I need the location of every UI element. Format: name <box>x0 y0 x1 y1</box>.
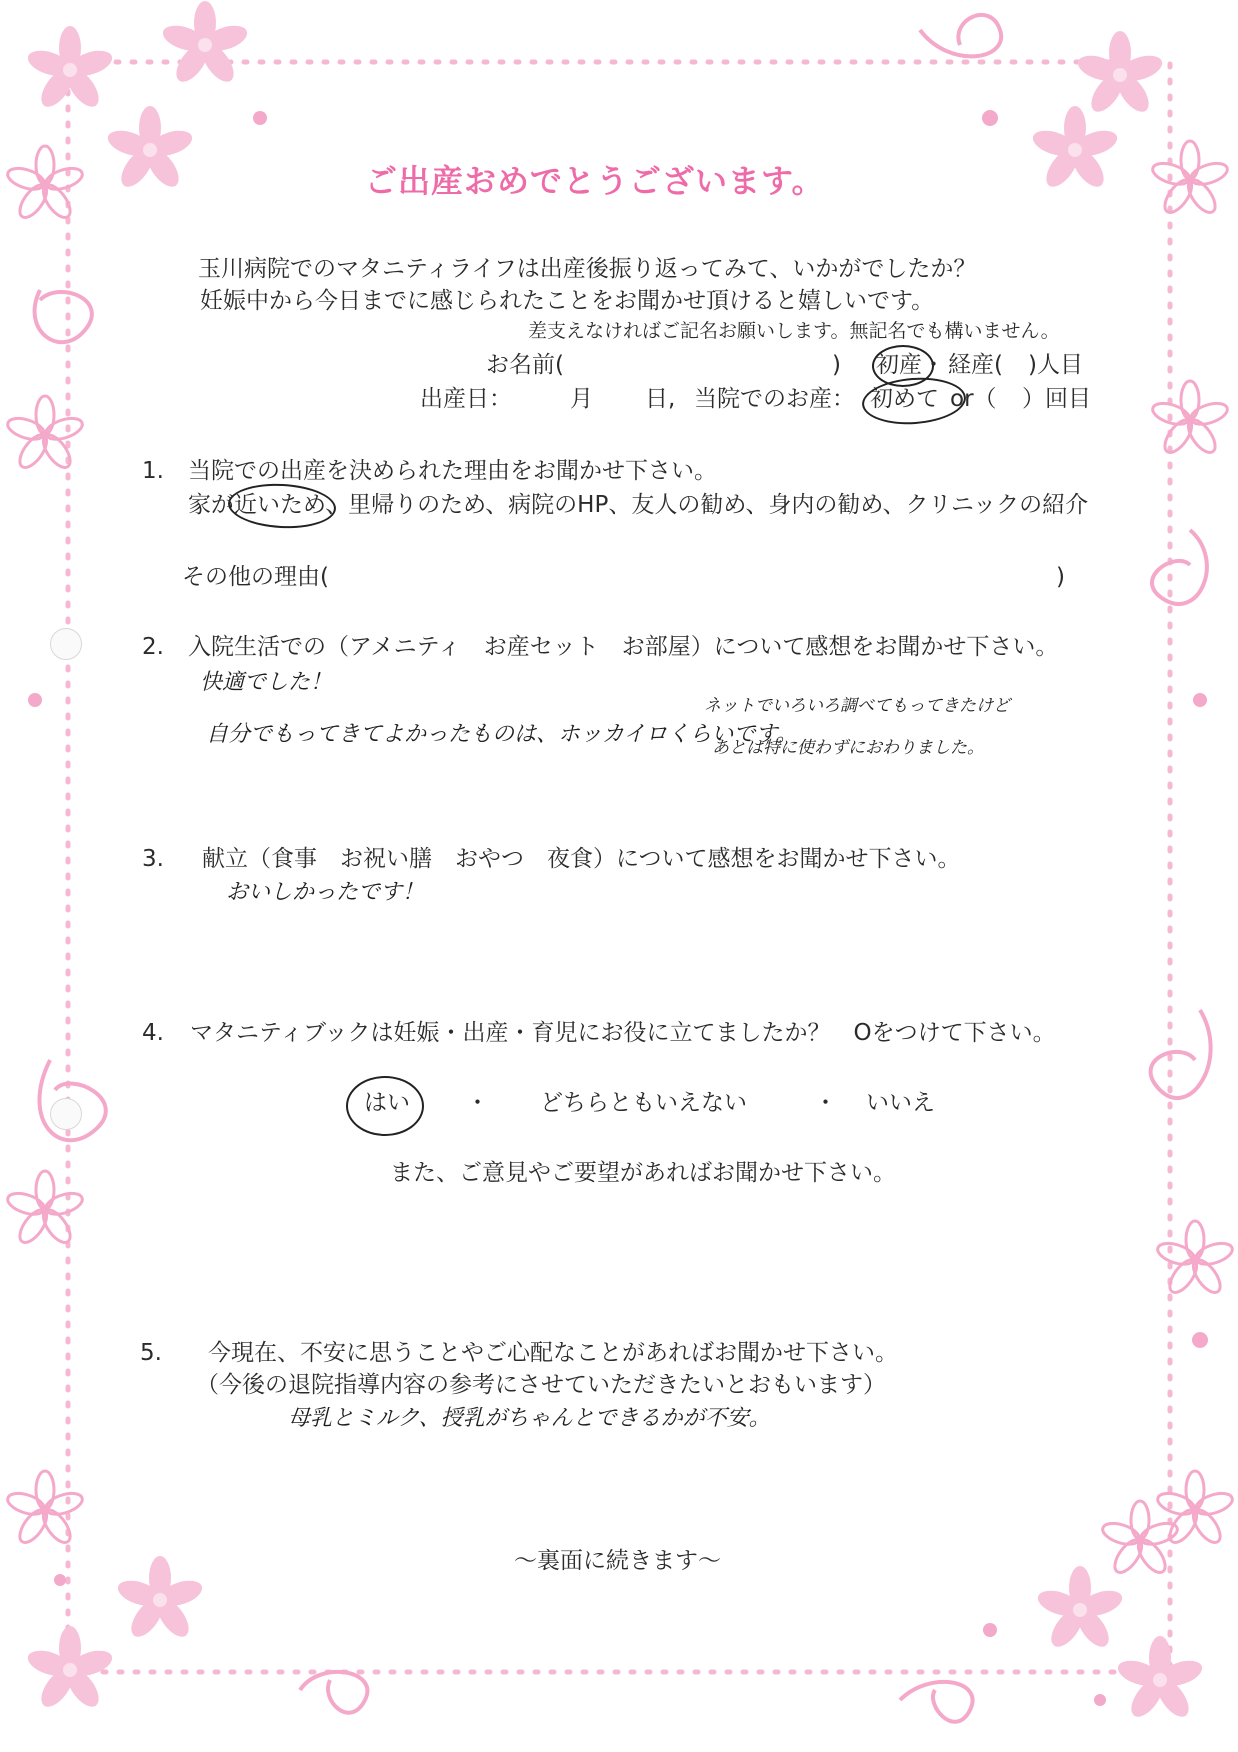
q5-number: 5. <box>140 1340 162 1366</box>
q2-answer-note-bottom: あとは特に使わずにおわりました。 <box>712 738 984 758</box>
q4-question: マタニティブックは妊娠・出産・育児にお役に立てましたか？ Oをつけて下さい。 <box>190 1020 1056 1046</box>
q4-yes-circle <box>346 1076 424 1136</box>
q1-number: 1. <box>142 458 164 484</box>
primipara-option: 初産 <box>876 352 922 378</box>
q4-choice-yes: はい <box>364 1090 410 1116</box>
q4-dot-2: ・ <box>814 1090 837 1116</box>
birth-month-label: 月 <box>570 386 593 412</box>
q2-answer-line-1: 快適でした！ <box>200 670 333 695</box>
q2-answer-note-top: ネットでいろいろ調べてもってきたけど <box>704 696 1010 716</box>
q3-number: 3. <box>142 846 164 872</box>
first-birth-option: 初めて <box>870 386 939 412</box>
continued-on-back: ～裏面に続きます～ <box>514 1548 721 1574</box>
q5-question: 今現在、不安に思うことやご心配なことがあればお聞かせ下さい。 <box>208 1340 898 1366</box>
q4-dot-1: ・ <box>466 1090 489 1116</box>
q1-options-prefix: 家が <box>188 492 234 518</box>
q3-question: 献立（食事 お祝い膳 おやつ 夜食）について感想をお聞かせ下さい。 <box>202 846 961 872</box>
intro-line-1: 玉川病院でのマタニティライフは出産後振り返ってみて、いかがでしたか？ <box>198 256 977 282</box>
q4-number: 4. <box>142 1020 164 1046</box>
q4-choice-neutral: どちらともいえない <box>540 1090 747 1116</box>
q1-other-label: その他の理由( <box>182 564 329 590</box>
punch-hole-bottom <box>50 1098 82 1130</box>
q5-answer: 母乳とミルク、授乳がちゃんとできるかが不安。 <box>288 1406 771 1431</box>
q4-followup: また、ご意見やご要望があればお聞かせ下さい。 <box>390 1160 896 1186</box>
multipara-count: )人目 <box>1028 352 1083 378</box>
intro-note: 差支えなければご記名お願いします。無記名でも構いません。 <box>528 320 1060 342</box>
name-field: ) <box>832 352 841 378</box>
name-label: お名前( <box>486 352 564 378</box>
q2-question: 入院生活での（アメニティ お産セット お部屋）について感想をお聞かせ下さい。 <box>188 634 1059 660</box>
q5-subtext: （今後の退院指導内容の参考にさせていただきたいとおもいます） <box>196 1372 886 1398</box>
birth-date-label: 出産日： <box>420 386 512 412</box>
birth-or-label: or（ <box>950 386 997 412</box>
punch-hole-top <box>50 628 82 660</box>
name-row-separator: ・ <box>922 352 945 378</box>
page-title: ご出産おめでとうございます。 <box>365 162 825 200</box>
q1-question: 当院での出産を決められた理由をお聞かせ下さい。 <box>188 458 717 484</box>
multipara-option: 経産( <box>948 352 1003 378</box>
q1-other-close: ) <box>1056 564 1065 590</box>
q1-options-rest: 、里帰りのため、病院のHP、友人の勧め、身内の勧め、クリニックの紹介 <box>325 492 1089 518</box>
birth-day-label: 日, <box>645 386 676 412</box>
intro-line-2: 妊娠中から今日までに感じられたことをお聞かせ頂けると嬉しいです。 <box>200 288 935 314</box>
q1-selected-option: 近いため <box>234 492 326 518</box>
q3-answer: おいしかったです！ <box>226 880 425 905</box>
q2-number: 2. <box>142 634 164 660</box>
q2-answer-line-2: 自分でもってきてよかったものは、ホッカイロくらいです。 <box>206 722 798 747</box>
birth-times-label: ）回目 <box>1022 386 1091 412</box>
q4-choice-no: いいえ <box>866 1090 935 1116</box>
birth-count-label: 当院でのお産： <box>694 386 855 412</box>
